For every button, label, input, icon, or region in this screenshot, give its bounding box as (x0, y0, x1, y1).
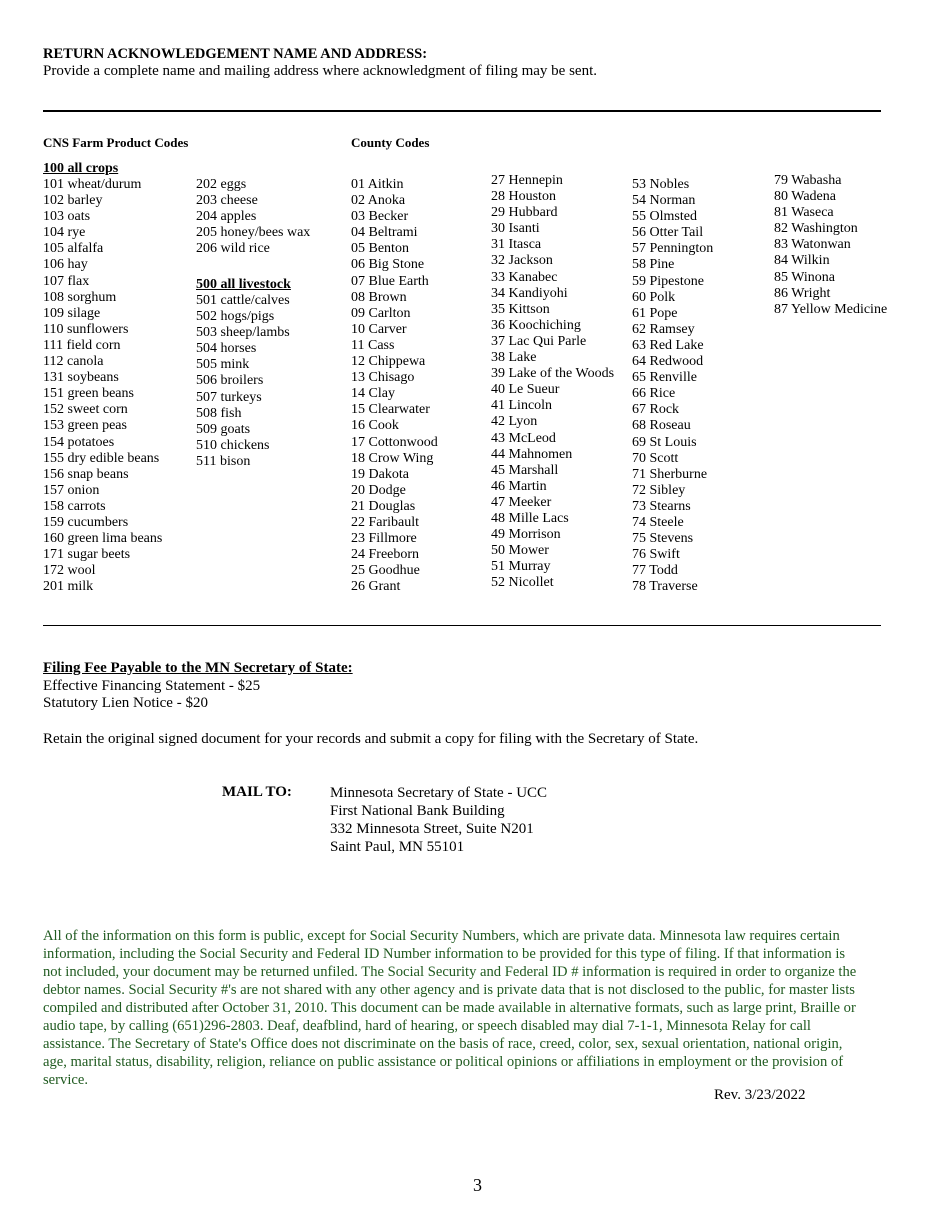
county-code: 07 Blue Earth (351, 273, 429, 289)
county-list-4 (774, 173, 887, 318)
county-code: 70 Scott (632, 450, 679, 466)
county-code: 58 Pine (632, 257, 675, 273)
county-code: 59 Pipestone (632, 273, 704, 289)
county-code: 12 Chippewa (351, 354, 426, 370)
notice-line: All of the information on this form is public, except for Social Security Numbers, which are private data. Minnesota law requires certain (43, 928, 840, 944)
notice-line: assistance. The Secretary of State's Office does not discriminate on the basis of race, creed, color, sex, sexual orientation, national origin, (43, 1036, 843, 1052)
county-code: 45 Marshall (491, 462, 559, 478)
livestock-code: 510 chickens (196, 437, 270, 453)
county-code: 05 Benton (351, 241, 409, 257)
notice-line: debtor names. Social Security #'s are not shared with any other agency and is private data that is not disclosed to the public, for master lists (43, 982, 855, 998)
crop-code: 103 oats (43, 209, 91, 225)
county-code: 56 Otter Tail (632, 225, 704, 241)
county-code: 86 Wright (774, 285, 831, 301)
crop-code: 172 wool (43, 563, 96, 579)
county-list-1 (351, 177, 438, 595)
crop-code: 159 cucumbers (43, 514, 129, 530)
address-line: 332 Minnesota Street, Suite N201 (330, 821, 534, 837)
crop-code: 156 snap beans (43, 466, 129, 482)
county-code: 53 Nobles (632, 177, 690, 192)
livestock-code: 509 goats (196, 421, 251, 437)
county-code: 62 Ramsey (632, 321, 695, 337)
county-code: 10 Carver (351, 321, 407, 337)
crop-code: 171 sugar beets (43, 547, 131, 563)
crop-code: 203 cheese (196, 193, 258, 209)
county-code: 37 Lac Qui Parle (491, 333, 587, 349)
county-code: 14 Clay (351, 386, 395, 402)
crops-list-2 (196, 177, 310, 257)
livestock-heading: 500 all livestock (196, 277, 291, 292)
livestock-code: 505 mink (196, 357, 250, 373)
privacy-notice (43, 927, 856, 1089)
county-code: 74 Steele (632, 514, 684, 530)
crop-code: 101 wheat/durum (43, 177, 142, 192)
county-code: 42 Lyon (491, 414, 538, 430)
return-ack-heading: RETURN ACKNOWLEDGEMENT NAME AND ADDRESS: (43, 46, 428, 62)
crop-code: 206 wild rice (196, 241, 270, 257)
county-code: 13 Chisago (351, 370, 415, 386)
crop-code: 160 green lima beans (43, 531, 163, 547)
livestock-code: 502 hogs/pigs (196, 309, 275, 325)
county-code: 39 Lake of the Woods (491, 366, 615, 382)
crop-code: 131 soybeans (43, 370, 119, 386)
county-code: 19 Dakota (351, 466, 409, 482)
county-code: 61 Pope (632, 305, 678, 321)
county-code: 72 Sibley (632, 482, 686, 498)
livestock-list (196, 293, 290, 470)
livestock-code: 503 sheep/lambs (196, 325, 290, 341)
farm-codes-heading: CNS Farm Product Codes (43, 135, 189, 150)
county-code: 02 Anoka (351, 193, 406, 209)
page-number: 3 (473, 1175, 482, 1195)
crop-code: 109 silage (43, 305, 101, 321)
county-code: 51 Murray (491, 559, 551, 575)
county-code: 17 Cottonwood (351, 434, 438, 450)
crop-code: 202 eggs (196, 177, 247, 192)
fee-item-lien: Statutory Lien Notice - $20 (43, 695, 208, 711)
livestock-code: 506 broilers (196, 373, 264, 389)
county-code: 34 Kandiyohi (491, 285, 568, 301)
county-code: 79 Wabasha (774, 173, 842, 188)
county-code: 85 Winona (774, 269, 836, 285)
county-code: 29 Hubbard (491, 205, 558, 221)
county-code: 03 Becker (351, 209, 409, 225)
crops-heading: 100 all crops (43, 161, 119, 176)
fee-heading: Filing Fee Payable to the MN Secretary of State: (43, 660, 353, 676)
top-divider (43, 110, 881, 112)
county-code: 67 Rock (632, 402, 680, 418)
county-code: 50 Mower (491, 543, 549, 559)
county-code: 01 Aitkin (351, 177, 404, 192)
county-code: 73 Stearns (632, 498, 691, 514)
county-code: 28 Houston (491, 189, 556, 205)
county-code: 69 St Louis (632, 434, 697, 450)
county-code: 49 Morrison (491, 527, 561, 543)
livestock-code: 507 turkeys (196, 389, 262, 405)
mail-to-address (330, 784, 547, 856)
crop-code: 107 flax (43, 273, 90, 289)
county-code: 46 Martin (491, 478, 547, 494)
crop-code: 154 potatoes (43, 434, 115, 450)
crop-code: 152 sweet corn (43, 402, 128, 418)
fee-item-financing: Effective Financing Statement - $25 (43, 678, 261, 694)
county-code: 63 Red Lake (632, 337, 704, 353)
county-code: 27 Hennepin (491, 173, 563, 188)
county-code: 23 Fillmore (351, 531, 417, 547)
notice-line: information, including the Social Security and Federal ID Number information to be provided for this type of filing. If that information is (43, 946, 846, 962)
county-code: 52 Nicollet (491, 575, 554, 591)
county-codes-heading: County Codes (351, 135, 430, 150)
county-list-3 (632, 177, 713, 595)
county-code: 48 Mille Lacs (491, 510, 569, 526)
county-code: 65 Renville (632, 370, 697, 386)
county-code: 47 Meeker (491, 494, 552, 510)
county-code: 43 McLeod (491, 430, 556, 446)
county-code: 26 Grant (351, 579, 401, 595)
county-code: 30 Isanti (491, 221, 540, 237)
crop-code: 112 canola (43, 354, 104, 370)
county-code: 57 Pennington (632, 241, 714, 257)
county-code: 32 Jackson (491, 253, 553, 269)
county-code: 21 Douglas (351, 498, 416, 514)
county-code: 04 Beltrami (351, 225, 418, 241)
crop-code: 151 green beans (43, 386, 134, 402)
crop-code: 104 rye (43, 225, 86, 241)
county-code: 87 Yellow Medicine (774, 301, 888, 317)
county-code: 68 Roseau (632, 418, 691, 434)
crop-code: 106 hay (43, 257, 88, 273)
county-code: 76 Swift (632, 547, 680, 563)
notice-line: service. (43, 1072, 88, 1088)
address-line: Minnesota Secretary of State - UCC (330, 785, 548, 801)
address-line: First National Bank Building (330, 803, 505, 819)
county-code: 81 Waseca (774, 205, 834, 221)
county-code: 24 Freeborn (351, 547, 420, 563)
crop-code: 111 field corn (43, 337, 121, 353)
livestock-code: 501 cattle/calves (196, 293, 290, 308)
county-code: 66 Rice (632, 386, 676, 402)
county-code: 31 Itasca (491, 237, 542, 253)
county-code: 18 Crow Wing (351, 450, 434, 466)
county-code: 44 Mahnomen (491, 446, 573, 462)
county-code: 11 Cass (351, 337, 395, 353)
county-code: 36 Koochiching (491, 317, 581, 333)
notice-line: audio tape, by calling (651)296-2803. Deaf, deafblind, hard of hearing, or speech disabled may dial 7-1-1, Minnesota Relay for call (43, 1018, 811, 1034)
crop-code: 108 sorghum (43, 289, 117, 305)
county-code: 25 Goodhue (351, 563, 420, 579)
county-code: 64 Redwood (632, 354, 704, 370)
county-code: 06 Big Stone (351, 257, 425, 273)
county-code: 35 Kittson (491, 301, 550, 317)
crop-code: 201 milk (43, 579, 94, 595)
crops-list-1 (43, 177, 162, 595)
crop-code: 157 onion (43, 482, 100, 498)
middle-divider (43, 625, 881, 626)
revision-date: Rev. 3/23/2022 (714, 1087, 806, 1103)
crop-code: 205 honey/bees wax (196, 225, 311, 241)
county-code: 71 Sherburne (632, 466, 708, 482)
county-code: 09 Carlton (351, 305, 411, 321)
county-code: 33 Kanabec (491, 269, 558, 285)
livestock-code: 504 horses (196, 341, 257, 357)
county-code: 75 Stevens (632, 531, 694, 547)
livestock-code: 511 bison (196, 453, 251, 469)
crop-code: 204 apples (196, 209, 257, 225)
crop-code: 158 carrots (43, 498, 106, 514)
county-code: 83 Watonwan (774, 237, 851, 253)
county-code: 16 Cook (351, 418, 399, 434)
livestock-code: 508 fish (196, 405, 242, 421)
county-code: 55 Olmsted (632, 209, 697, 225)
retain-note: Retain the original signed document for your records and submit a copy for filing with the Secretary of State. (43, 731, 699, 747)
county-code: 80 Wadena (774, 189, 836, 205)
county-code: 54 Norman (632, 193, 696, 209)
crop-code: 102 barley (43, 193, 103, 209)
county-code: 41 Lincoln (491, 398, 553, 414)
notice-line: compiled and distributed after October 31, 2010. This document can be made available in alternative formats, such as large print, Braille or (43, 1000, 856, 1016)
county-code: 40 Le Sueur (491, 382, 560, 398)
address-line: Saint Paul, MN 55101 (330, 839, 465, 855)
crop-code: 155 dry edible beans (43, 450, 160, 466)
notice-line: not included, your document may be returned unfiled. The Social Security and Federal ID # information is required in order to organize the (43, 964, 857, 980)
county-code: 15 Clearwater (351, 402, 430, 418)
county-code: 82 Washington (774, 221, 858, 237)
mail-to-label: MAIL TO: (222, 784, 292, 800)
county-code: 20 Dodge (351, 482, 406, 498)
crop-code: 153 green peas (43, 418, 127, 434)
county-code: 08 Brown (351, 289, 407, 305)
crop-code: 105 alfalfa (43, 241, 104, 257)
notice-line: age, marital status, disability, religion, reliance on public assistance or political opinions or affiliations in employment or the provision of (43, 1054, 844, 1070)
county-list-2 (491, 173, 614, 591)
crop-code: 110 sunflowers (43, 321, 129, 337)
county-code: 84 Wilkin (774, 253, 830, 269)
county-code: 78 Traverse (632, 579, 698, 595)
county-code: 77 Todd (632, 563, 678, 579)
return-ack-instruction: Provide a complete name and mailing address where acknowledgment of filing may be sent. (43, 63, 597, 79)
county-code: 38 Lake (491, 350, 537, 366)
county-code: 60 Polk (632, 289, 676, 305)
county-code: 22 Faribault (351, 514, 420, 530)
